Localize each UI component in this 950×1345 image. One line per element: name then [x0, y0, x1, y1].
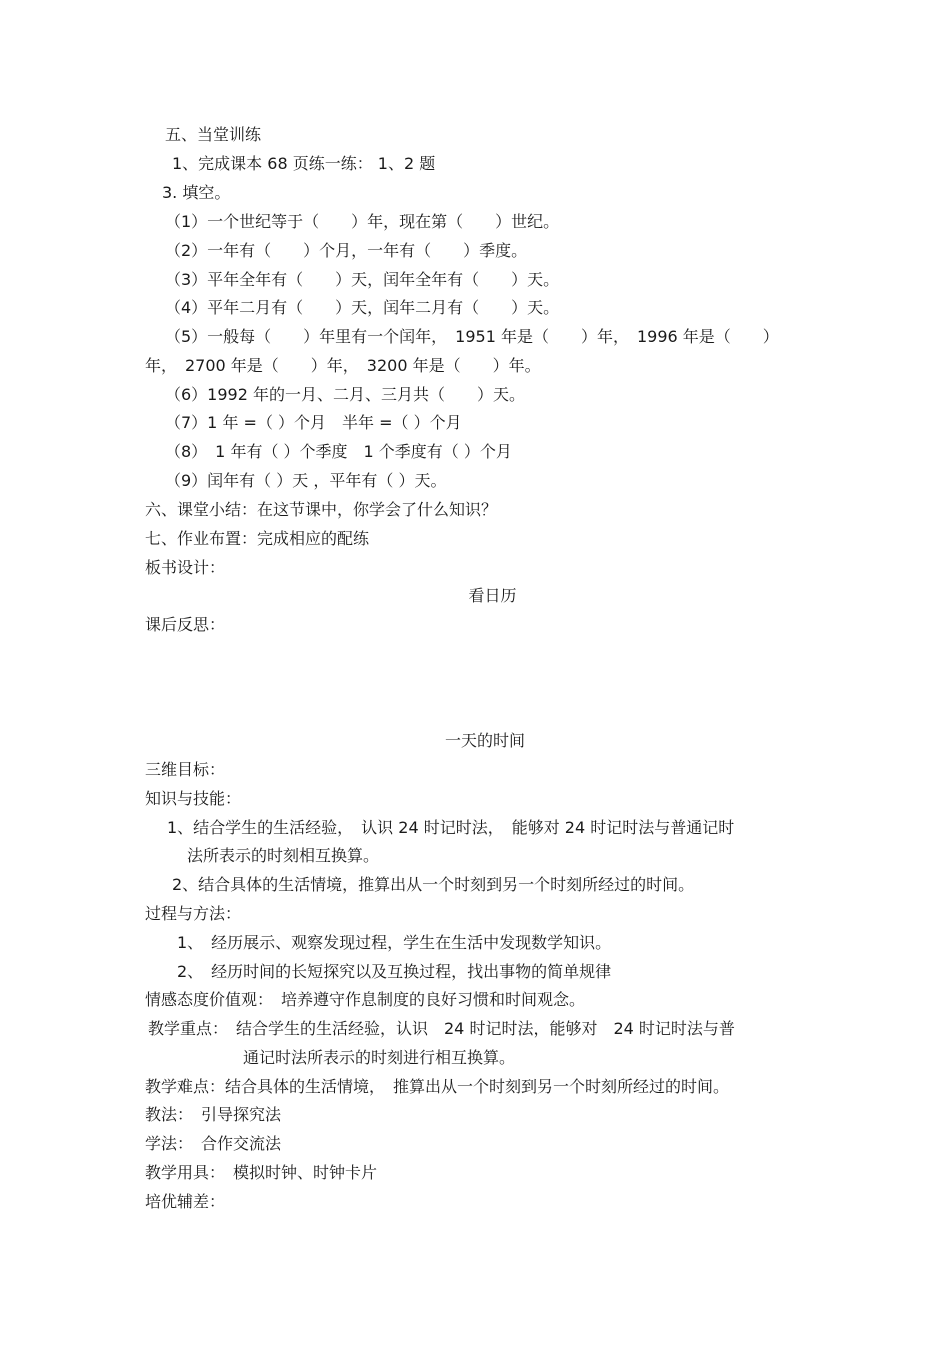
fill-question: （3）平年全年有（ ）天，闰年全年有（ ）天。	[165, 270, 560, 289]
fill-question: （6）1992 年的一月、二月、三月共（ ）天。	[165, 385, 525, 404]
fill-question: （5）一般每（ ）年里有一个闰年， 1951 年是（ ）年， 1996 年是（ ）	[165, 327, 779, 346]
exercise-item: 1、完成课本 68 页练一练： 1、2 题	[172, 154, 436, 173]
section-heading: 七、作业布置：完成相应的配练	[145, 529, 370, 548]
goal-item: 2、 经历时间的长短探究以及互换过程，找出事物的简单规律	[177, 962, 612, 981]
goal-item: 1、 经历展示、观察发现过程，学生在生活中发现数学知识。	[177, 933, 612, 952]
key-point-continued: 通记时法所表示的时刻进行相互换算。	[243, 1048, 516, 1067]
fill-question: （2）一年有（ ）个月，一年有（ ）季度。	[165, 241, 528, 260]
emotion-goal: 情感态度价值观： 培养遵守作息制度的良好习惯和时间观念。	[145, 990, 586, 1009]
goal-item: 1、结合学生的生活经验， 认识 24 时记时法， 能够对 24 时记时法与普通记时	[167, 818, 735, 837]
goal-item-continued: 法所表示的时刻相互换算。	[187, 846, 380, 865]
reflection-label: 课后反思：	[145, 615, 226, 634]
section-heading: 三维目标：	[145, 760, 226, 779]
key-point: 教学重点： 结合学生的生活经验，认识 24 时记时法，能够对 24 时记时法与普	[148, 1019, 735, 1038]
exercise-item: 3. 填空。	[162, 183, 231, 202]
fill-question: （7）1 年 =（ ）个月 半年 =（ ）个月	[165, 413, 462, 432]
section-heading: 六、课堂小结：在这节课中，你学会了什么知识？	[145, 500, 498, 519]
section-heading: 五、当堂训练	[165, 125, 262, 144]
board-design-label: 板书设计：	[145, 558, 226, 577]
section-heading: 过程与方法：	[145, 904, 242, 923]
fill-question: （8） 1 年有（ ）个季度 1 个季度有（ ）个月	[165, 442, 512, 461]
section-heading: 知识与技能：	[145, 789, 242, 808]
goal-item: 2、结合具体的生活情境，推算出从一个时刻到另一个时刻所经过的时间。	[172, 875, 695, 894]
learning-method: 学法： 合作交流法	[145, 1134, 282, 1153]
difficult-point: 教学难点：结合具体的生活情境， 推算出从一个时刻到另一个时刻所经过的时间。	[145, 1077, 730, 1096]
lesson-title: 一天的时间	[444, 731, 525, 750]
teaching-method: 教法： 引导探究法	[145, 1105, 282, 1124]
board-title: 看日历	[468, 586, 517, 605]
fill-question: （4）平年二月有（ ）天，闰年二月有（ ）天。	[165, 298, 560, 317]
tutoring-label: 培优辅差：	[145, 1192, 226, 1211]
fill-question: （1）一个世纪等于（ ）年，现在第（ ）世纪。	[165, 212, 560, 231]
teaching-tools: 教学用具： 模拟时钟、时钟卡片	[145, 1163, 378, 1182]
fill-question: （9）闰年有（ ）天 ，平年有（ ）天。	[165, 471, 447, 490]
fill-question-continued: 年， 2700 年是（ ）年， 3200 年是（ ）年。	[145, 356, 541, 375]
